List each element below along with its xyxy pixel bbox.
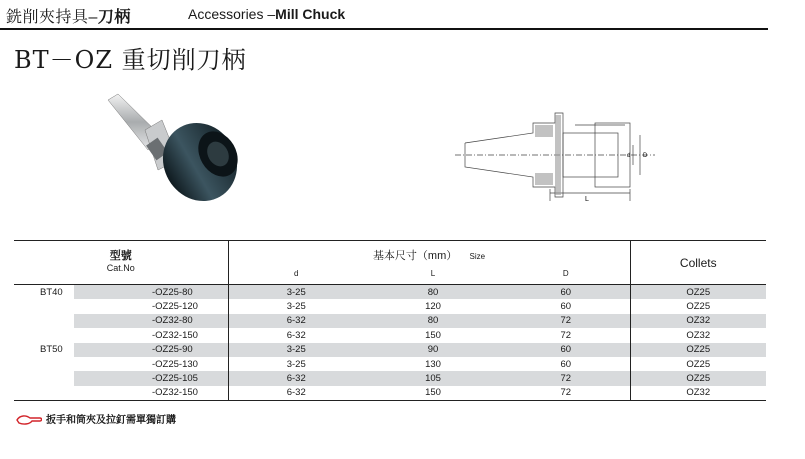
dim-label-D: D: [643, 153, 648, 159]
page-header: [0, 0, 805, 30]
cell-collet: OZ32: [630, 314, 766, 328]
header-english: Accessories –Mill Chuck: [188, 6, 346, 22]
table-row: [14, 371, 766, 385]
cell-d: 3-25: [228, 343, 364, 357]
cell-collet: OZ25: [630, 357, 766, 371]
dim-label-l: L: [585, 196, 589, 203]
cell-D: 60: [502, 285, 630, 300]
group-label: BT50: [40, 344, 63, 356]
cell-collet: OZ25: [630, 371, 766, 385]
table-row: [14, 314, 766, 328]
cell-l: 150: [425, 329, 441, 341]
cell-collet: OZ25: [630, 299, 766, 313]
cell-model: -OZ25-120: [74, 299, 228, 313]
table-row: [14, 285, 766, 300]
spec-table: [14, 240, 766, 401]
cell-D: 60: [502, 343, 630, 357]
cell-collet: OZ25: [630, 285, 766, 300]
cell-l: 80: [364, 285, 502, 300]
cell-model: -OZ32-80: [74, 314, 228, 328]
header-chinese: 銑削夾持具–刀柄: [6, 9, 131, 26]
header-rule: [0, 28, 768, 30]
table-row: [14, 328, 766, 342]
cell-d: 3-25: [286, 301, 306, 313]
table-row: [14, 386, 766, 401]
cell-D: 60: [560, 301, 572, 313]
cell-l: 150: [364, 386, 502, 401]
cell-D: 60: [560, 358, 572, 370]
cell-model: -OZ25-105: [74, 371, 228, 385]
model-header-cn: 型號: [14, 241, 228, 264]
page-title: BT－OZ 重切削刀柄: [14, 46, 247, 74]
model-header-en: Cat.No: [14, 263, 228, 285]
cell-model: -OZ25-90: [74, 343, 228, 357]
cell-d: 3-25: [228, 285, 364, 300]
cell-d: 6-32: [228, 386, 364, 401]
cell-d: 6-32: [228, 371, 364, 385]
cell-collet: OZ32: [630, 386, 766, 401]
order-note: 扳手和筒夾及拉釘需單獨訂購: [16, 411, 176, 426]
technical-drawing: [455, 105, 660, 205]
cell-model: -OZ25-130: [74, 357, 228, 371]
spec-table-body: [14, 285, 766, 401]
pointing-hand-icon: [16, 414, 42, 426]
cell-d: 6-32: [228, 314, 364, 328]
cell-l: 80: [364, 314, 502, 328]
cell-model: -OZ32-150: [74, 328, 228, 342]
col-D-header: D: [502, 263, 630, 285]
cell-l: 120: [425, 301, 441, 313]
dims-header: 基本尺寸（mm） Size: [228, 241, 630, 264]
cell-l: 90: [364, 343, 502, 357]
cell-l: 105: [364, 371, 502, 385]
cell-D: 72: [502, 386, 630, 401]
cell-d: 6-32: [286, 329, 306, 341]
table-row: [14, 299, 766, 313]
cell-collet: OZ32: [630, 328, 766, 342]
cell-collet: OZ25: [630, 343, 766, 357]
cell-model: -OZ25-80: [74, 285, 228, 300]
cell-model: -OZ32-150: [74, 386, 228, 401]
cell-D: 72: [502, 314, 630, 328]
cell-d: 3-25: [286, 358, 306, 370]
table-row: [14, 357, 766, 371]
table-row: [14, 343, 766, 357]
group-label: BT40: [40, 286, 63, 298]
tool-holder-photo: [100, 90, 250, 210]
cell-D: 72: [560, 329, 572, 341]
cell-l: 130: [425, 358, 441, 370]
col-l-header: L: [364, 263, 502, 285]
cell-D: 72: [502, 371, 630, 385]
collets-header: Collets: [630, 241, 766, 285]
col-d-header: d: [228, 263, 364, 285]
dim-label-d: d: [627, 153, 631, 159]
